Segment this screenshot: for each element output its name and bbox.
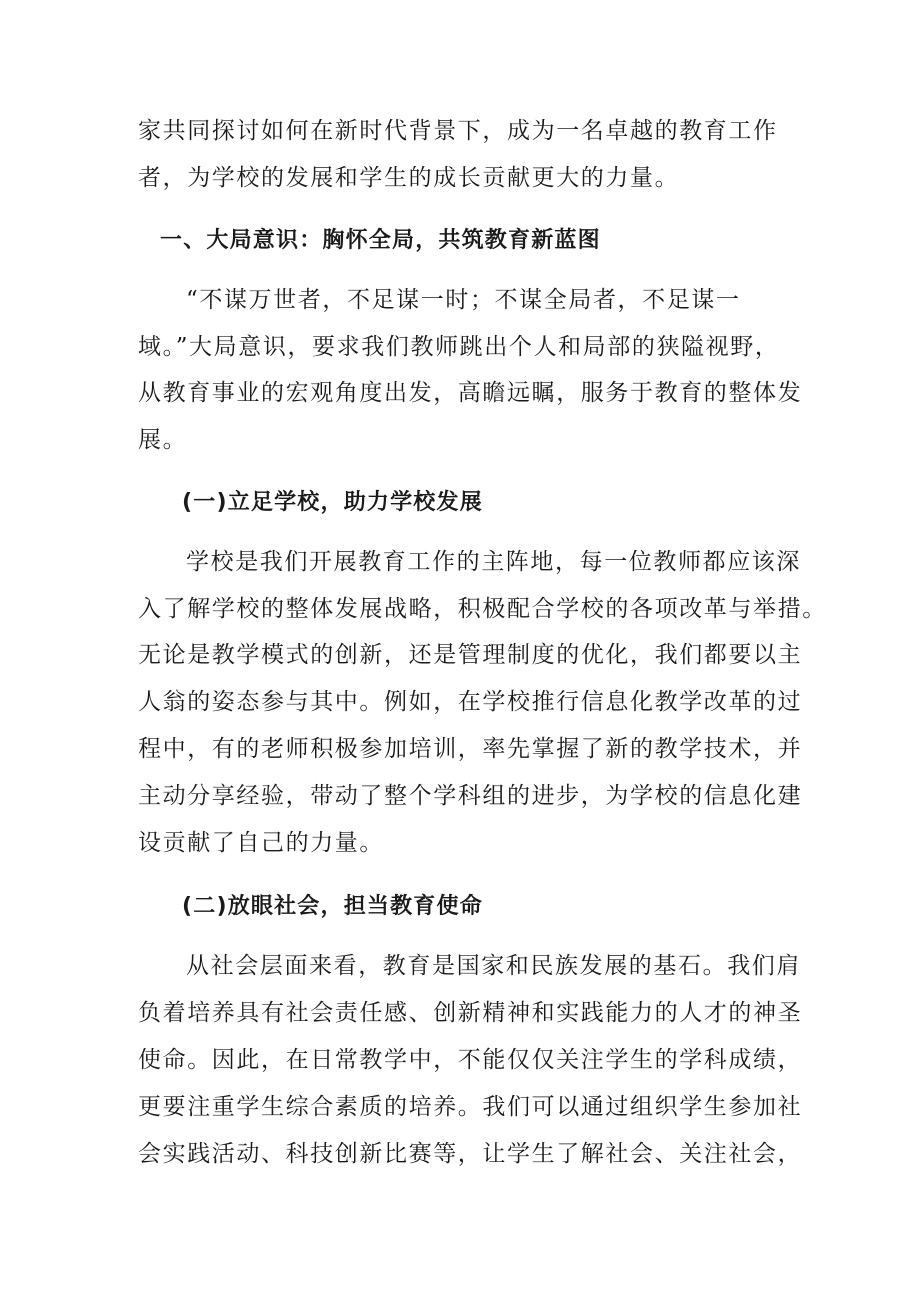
subsection-1-heading: (一)立足学校，助力学校发展 [182, 490, 483, 515]
subsection-1-paragraph-line-5: 程中，有的老师积极参加培训，率先掌握了新的教学技术，并 [138, 736, 803, 762]
subsection-2-paragraph-line-1: 从社会层面来看，教育是国家和民族发展的基石。我们肩 [186, 953, 801, 979]
intro-line-1: 家共同探讨如何在新时代背景下，成为一名卓越的教育工作 [138, 118, 778, 144]
intro-line-2: 者，为学校的发展和学生的成长贡献更大的力量。 [138, 165, 680, 191]
subsection-1-paragraph-line-2: 入了解学校的整体发展战略，积极配合学校的各项改革与举措。 [138, 596, 827, 622]
section-1-paragraph-line-4: 展。 [138, 427, 188, 453]
subsection-2-paragraph-line-4: 更要注重学生综合素质的培养。我们可以通过组织学生参加社 [138, 1094, 803, 1120]
subsection-2-paragraph-line-3: 使命。因此，在日常教学中，不能仅仅关注学生的学科成绩， [138, 1047, 803, 1073]
subsection-2-paragraph-line-5: 会实践活动、科技创新比赛等，让学生了解社会、关注社会， [138, 1141, 803, 1167]
subsection-1-paragraph-line-6: 主动分享经验，带动了整个学科组的进步，为学校的信息化建 [138, 783, 803, 809]
subsection-1-paragraph-line-1: 学校是我们开展教育工作的主阵地，每一位教师都应该深 [186, 549, 801, 575]
subsection-1-paragraph-line-4: 人翁的姿态参与其中。例如，在学校推行信息化教学改革的过 [138, 689, 803, 715]
section-1-paragraph-line-2: 域。”大局意识，要求我们教师跳出个人和局部的狭隘视野， [138, 334, 780, 360]
subsection-2-paragraph-line-2: 负着培养具有社会责任感、创新精神和实践能力的人才的神圣 [138, 1000, 803, 1026]
subsection-1-paragraph-line-7: 设贡献了自己的力量。 [138, 830, 384, 856]
section-1-heading: 一、大局意识：胸怀全局，共筑教育新蓝图 [160, 228, 601, 253]
section-1-paragraph-line-1: “不谋万世者，不足谋一时；不谋全局者，不足谋一 [186, 287, 741, 313]
subsection-1-paragraph-line-3: 无论是教学模式的创新，还是管理制度的优化，我们都要以主 [138, 642, 803, 668]
subsection-2-heading: (二)放眼社会，担当教育使命 [182, 894, 483, 919]
section-1-paragraph-line-3: 从教育事业的宏观角度出发，高瞻远瞩，服务于教育的整体发 [138, 380, 803, 406]
